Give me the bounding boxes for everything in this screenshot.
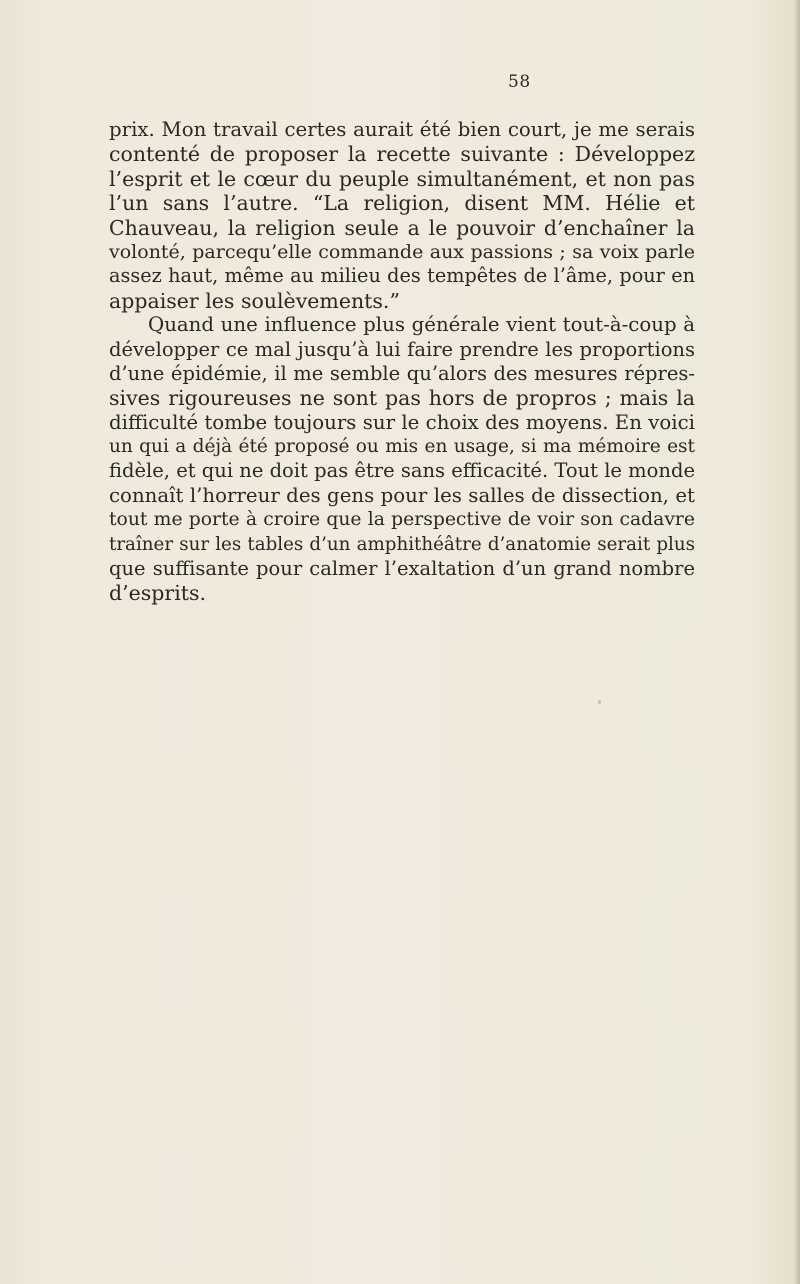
text-line: volonté, parcequ’elle commande aux passions ; sa voix parle [109,240,695,263]
text-line: d’esprits. [109,581,207,606]
page-edge-shadow [794,0,800,1284]
page-number: 58 [508,72,531,92]
body-text [109,118,695,606]
text-line: connaît l’horreur des gens pour les salles de dissection, et [109,483,695,507]
text-line: l’esprit et le cœur du peuple simultanément, et non pas [109,166,695,191]
text-line: d’une épidémie, il me semble qu’alors des mesures répres- [109,361,695,385]
text-line: que suffisante pour calmer l’exaltation d’un grand nombre [109,557,695,581]
text-line: traîner sur les tables d’un amphithéâtre d’anatomie serait plus [109,533,695,555]
text-line: difficulté tombe toujours sur le choix des moyens. En voici [109,410,695,434]
text-line: Chauveau, la religion seule a le pouvoir d’enchaîner la [109,215,695,240]
paragraph-2 [109,313,695,606]
text-line: l’un sans l’autre. “La religion, disent MM. Hélie et [109,191,695,216]
text-line: Quand une influence plus générale vient tout-à-coup à [148,313,695,337]
paragraph-1 [109,118,695,313]
text-line: développer ce mal jusqu’à lui faire prendre les proportions [109,337,695,361]
text-line: prix. Mon travail certes aurait été bien court, je me serais [109,118,695,141]
text-line: assez haut, même au milieu des tempêtes de l’âme, pour en [109,264,695,288]
text-line: sives rigoureuses ne sont pas hors de propros ; mais la [109,386,695,411]
text-line: contenté de proposer la recette suivante : Développez [109,142,695,167]
text-line: fidèle, et qui ne doit pas être sans efficacité. Tout le monde [109,459,695,483]
text-line: un qui a déjà été proposé ou mis en usage, si ma mémoire est [109,436,695,458]
text-line: appaiser les soulèvements.” [109,288,400,313]
paper-speck [598,700,601,704]
text-line: tout me porte à croire que la perspective de voir son cadavre [109,509,695,531]
